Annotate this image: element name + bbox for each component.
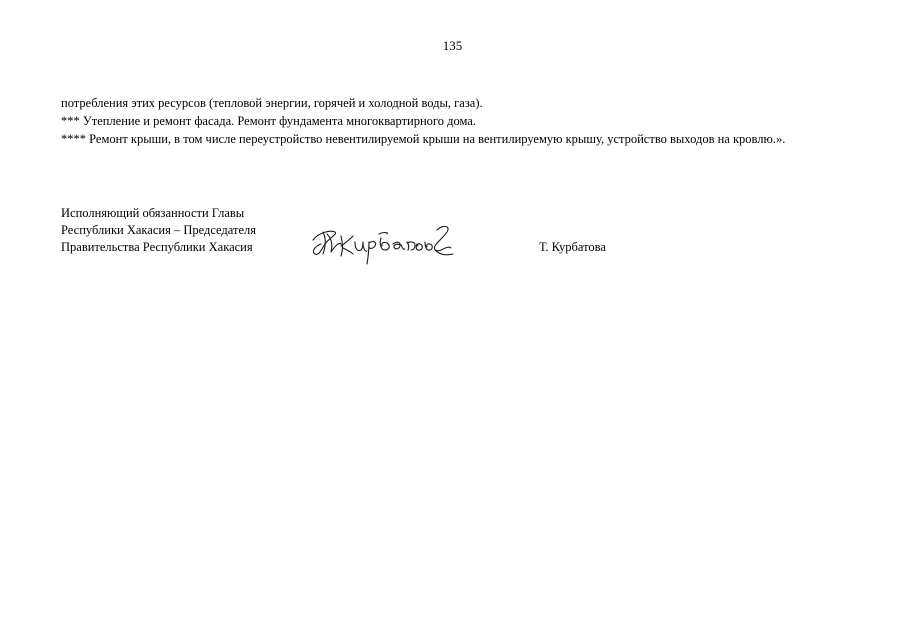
signatory-position <box>61 205 256 256</box>
position-line-3: Правительства Республики Хакасия <box>61 240 253 254</box>
body-paragraph-continuation: потребления этих ресурсов (тепловой энергии, горячей и холодной воды, газа). <box>61 96 483 110</box>
document-body <box>61 94 844 148</box>
position-line-2: Республики Хакасия – Председателя <box>61 223 257 237</box>
position-line-1: Исполняющий обязанности Главы <box>61 206 245 220</box>
page-number: 135 <box>442 38 463 53</box>
signer-name: Т. Курбатова <box>539 240 606 254</box>
footnote-triple-asterisk: *** Утепление и ремонт фасада. Ремонт фундамента многоквартирного дома. <box>61 114 476 128</box>
handwritten-signature-icon <box>305 218 455 266</box>
footnote-quadruple-asterisk: **** Ремонт крыши, в том числе переустройство невентилируемой крыши на вентилируемую крышу, устройство выходов на кровлю.». <box>61 132 786 146</box>
